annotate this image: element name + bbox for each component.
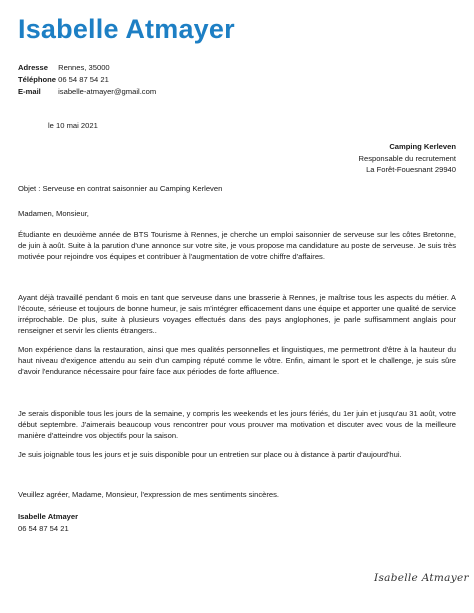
recipient-title: Responsable du recrutement xyxy=(358,153,456,163)
phone-label: Téléphone xyxy=(18,75,56,85)
contact-phone-row xyxy=(18,74,156,86)
sender-phone: 06 54 87 54 21 xyxy=(18,523,69,533)
handwritten-signature: Isabelle Atmayer xyxy=(374,572,469,584)
closing-paragraph: Veuillez agréer, Madame, Monsieur, l'expression de mes sentiments sincères. xyxy=(18,490,280,499)
body-paragraph: Étudiante en deuxième année de BTS Tourisme à Rennes, je cherche un emploi saisonnier de serveuse sur les côtes Bretonne, de juin à août. Suite à la parution d'une annonce sur votre site, je vous propose ma candidature au poste de serveuse. Je suis très motivée pour rejoindre vos équipes et contribuer à l'augmentation de votre chiffre d'affaires. xyxy=(18,230,456,262)
address-label: Adresse xyxy=(18,63,48,72)
body-paragraph: Mon expérience dans la restauration, ainsi que mes qualités personnelles et linguistiques, me permettront d'être à la hauteur du haut niveau d'exigence attendu au sein d'un camping réputé comme le vôtre. Enfin, aimant le sport et le challenge, je suis sûre d'avoir l'endurance nécessaire pour faire face aux périodes de forte affluence. xyxy=(18,345,456,377)
body-paragraph: Ayant déjà travaillé pendant 6 mois en tant que serveuse dans une brasserie à Rennes, je maîtrise tous les aspects du métier. A l'écoute, sérieuse et toujours de bonne humeur, je sais m'intégrer efficacement dans une équipe et apporter une qualité de service irréprochable. De plus, suite à plusieurs voyages effectués dans des pays anglophones, je parle suffisamment anglais pour renseigner et servir les clients étrangers.. xyxy=(18,293,456,336)
contact-address-row xyxy=(18,62,156,74)
sender-block xyxy=(18,511,78,534)
phone-value: 06 54 87 54 21 xyxy=(58,75,109,85)
email-value: isabelle-atmayer@gmail.com xyxy=(58,87,157,97)
applicant-name: Isabelle Atmayer xyxy=(18,14,235,44)
body-paragraph: Je serais disponible tous les jours de la semaine, y compris les weekends et les jours fériés, du 1er juin et jusqu'au 31 août, votre début septembre. J'aimerais beaucoup vous rencontrer pour vous prouver ma motivation et discuter avec vous de la meilleure manière d'atteindre vos objectifs pour la saison. xyxy=(18,409,456,441)
contact-block xyxy=(18,62,156,99)
letter-greeting: Madamen, Monsieur, xyxy=(18,209,89,218)
recipient-address: La Forêt-Fouesnant 29940 xyxy=(366,165,456,175)
contact-email-row xyxy=(18,86,156,98)
email-label: E-mail xyxy=(18,87,41,97)
recipient-block xyxy=(358,141,456,176)
letter-object: Objet : Serveuse en contrat saisonnier au Camping Kerleven xyxy=(18,184,223,193)
body-paragraph: Je suis joignable tous les jours et je suis disponible pour un entretien sur place ou à distance à partir d'aujourd'hui. xyxy=(18,450,402,459)
recipient-organization: Camping Kerleven xyxy=(389,142,456,151)
letter-date: le 10 mai 2021 xyxy=(48,121,98,130)
sender-name: Isabelle Atmayer xyxy=(18,512,79,521)
address-value: Rennes, 35000 xyxy=(58,63,110,72)
